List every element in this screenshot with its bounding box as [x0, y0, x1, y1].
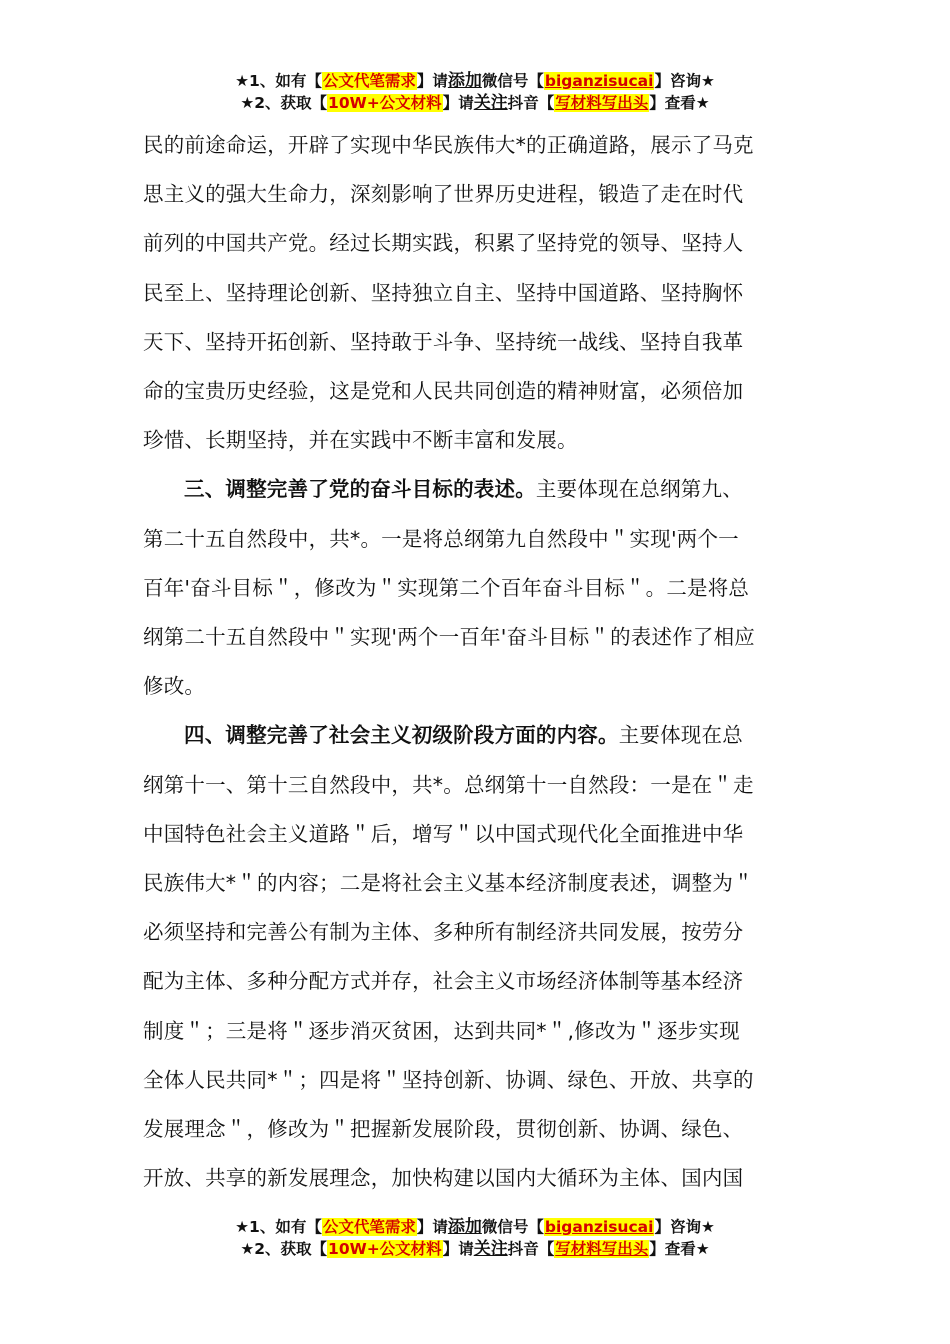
highlight-wechat-id[interactable]: biganzisucai [544, 72, 654, 90]
text-line: 前列的中国共产党。经过长期实践，积累了坚持党的领导、坚持人 [143, 231, 744, 256]
text-fragment: 主要体现在总 [618, 723, 743, 748]
text-line: 命的宝贵历史经验，这是党和人民共同创造的精神财富，必须倍加 [143, 379, 744, 404]
banner-emphasis: 添加 [447, 71, 482, 91]
banner-text: 】查看★ [649, 1240, 710, 1258]
text-fragment: 主要体现在总纲第九、 [535, 477, 743, 502]
banner-emphasis: 添加 [447, 1217, 482, 1237]
banner-text: ★1、如有【 [235, 1218, 322, 1236]
text-line: 中国特色社会主义道路＂后，增写＂以中国式现代化全面推进中华 [143, 821, 744, 846]
section-heading: 四、调整完善了社会主义初级阶段方面的内容。 [184, 723, 619, 748]
document-body [143, 121, 811, 1203]
text-line: 民的前途命运，开辟了实现中华民族伟大*的正确道路，展示了马克 [143, 133, 754, 157]
text-line: 全体人民共同*＂；四是将＂坚持创新、协调、绿色、开放、共享的 [143, 1067, 754, 1092]
highlight-wechat-id[interactable]: biganzisucai [544, 1218, 654, 1236]
text-line: 思主义的强大生命力，深刻影响了世界历史进程，锻造了走在时代 [143, 182, 744, 207]
text-line: 纲第十一、第十三自然段中，共*。总纲第十一自然段：一是在＂走 [143, 772, 754, 797]
text-line: 修改。 [143, 674, 206, 699]
text-line: 第二十五自然段中，共*。一是将总纲第九自然段中＂实现'两个一 [143, 526, 739, 551]
text-line [143, 711, 811, 760]
banner-line-1 [0, 70, 950, 92]
highlight-douyin-id[interactable]: 写材料写出头 [555, 94, 649, 112]
header-banner [0, 70, 950, 114]
banner-emphasis: 关注 [473, 93, 508, 113]
text-line: 制度＂；三是将＂逐步消灭贫困，达到共同*＂,修改为＂逐步实现 [143, 1018, 740, 1043]
banner-text: 抖音【 [507, 94, 555, 112]
text-line: 民族伟大*＂的内容；二是将社会主义基本经济制度表述，调整为＂ [143, 871, 754, 896]
banner-text: ★2、获取【 [240, 94, 328, 112]
text-line: 发展理念＂，修改为＂把握新发展阶段，贯彻创新、协调、绿色、 [143, 1117, 744, 1142]
text-line: 百年'奋斗目标＂，修改为＂实现第二个百年奋斗目标＂。二是将总 [143, 575, 750, 600]
paragraph-primary-stage [143, 711, 811, 1203]
text-line [143, 465, 811, 514]
text-line: 配为主体、多种分配方式并存，社会主义市场经济体制等基本经济 [143, 969, 744, 994]
banner-text: 】咨询★ [654, 72, 715, 90]
banner-text: 微信号【 [481, 1218, 544, 1236]
banner-text: 】请 [442, 94, 474, 112]
banner-text: 】查看★ [649, 94, 710, 112]
text-line: 珍惜、长期坚持，并在实践中不断丰富和发展。 [143, 428, 578, 453]
text-line: 天下、坚持开拓创新、坚持敢于斗争、坚持统一战线、坚持自我革 [143, 329, 744, 354]
text-line: 开放、共享的新发展理念，加快构建以国内大循环为主体、国内国 [143, 1166, 744, 1191]
banner-line-2 [0, 92, 950, 114]
highlight-douyin-id[interactable]: 写材料写出头 [555, 1240, 649, 1258]
paragraph-goals [143, 465, 811, 711]
text-line: 必须坚持和完善公有制为主体、多种所有制经济共同发展，按劳分 [143, 920, 744, 945]
text-line: 民至上、坚持理论创新、坚持独立自主、坚持中国道路、坚持胸怀 [143, 280, 744, 305]
section-heading: 三、调整完善了党的奋斗目标的表述。 [184, 477, 536, 502]
paragraph-history [143, 121, 811, 465]
banner-line-1 [0, 1216, 950, 1238]
banner-text: 】请 [442, 1240, 474, 1258]
banner-text: 抖音【 [507, 1240, 555, 1258]
text-line: 纲第二十五自然段中＂实现'两个一百年'奋斗目标＂的表述作了相应 [143, 625, 755, 650]
highlight-materials: 10W+公文材料 [328, 94, 442, 112]
highlight-service: 公文代笔需求 [322, 1218, 416, 1236]
banner-text: 】请 [416, 1218, 448, 1236]
footer-banner [0, 1216, 950, 1260]
banner-text: 】咨询★ [654, 1218, 715, 1236]
highlight-service: 公文代笔需求 [322, 72, 416, 90]
banner-text: 微信号【 [481, 72, 544, 90]
banner-line-2 [0, 1238, 950, 1260]
banner-text: ★2、获取【 [240, 1240, 328, 1258]
banner-text: 】请 [416, 72, 448, 90]
banner-text: ★1、如有【 [235, 72, 322, 90]
banner-emphasis: 关注 [473, 1239, 508, 1259]
highlight-materials: 10W+公文材料 [328, 1240, 442, 1258]
